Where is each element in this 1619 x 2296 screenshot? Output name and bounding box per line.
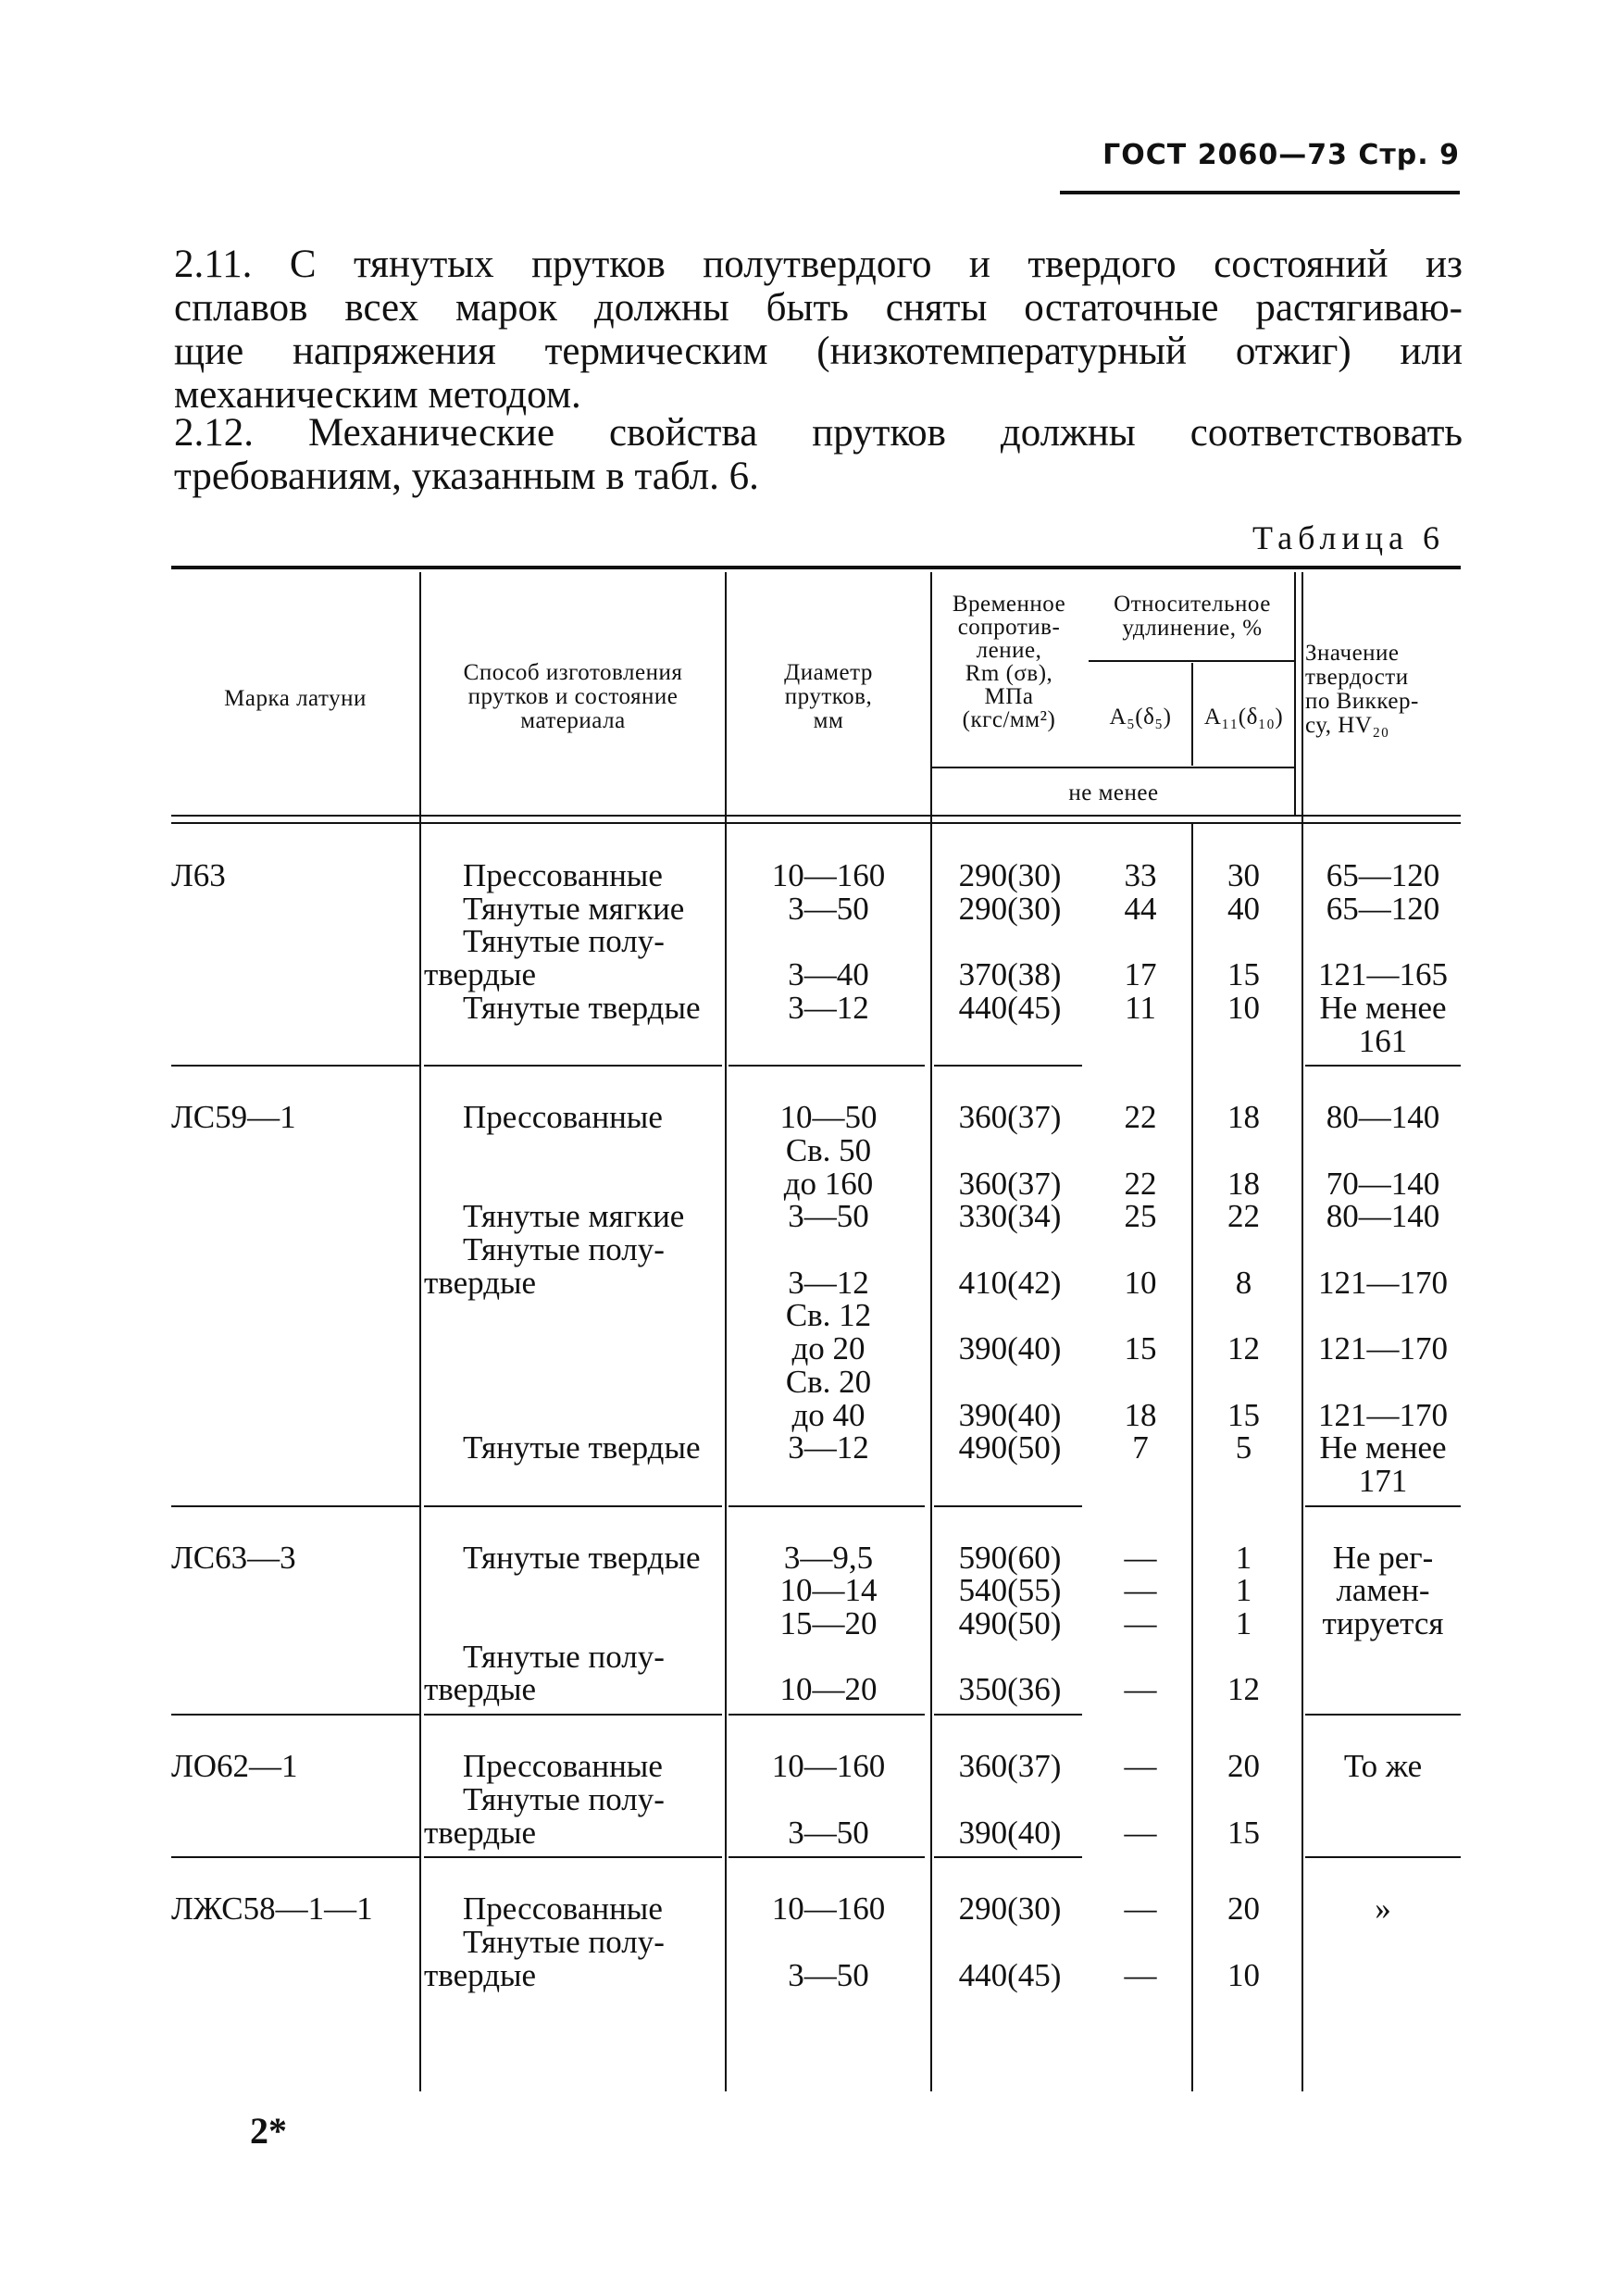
method-cell: Тянутые твердые: [463, 989, 701, 1026]
method-cell: Прессованные: [463, 857, 663, 893]
a5-cell: 44: [1124, 890, 1157, 927]
diameter-cell: 3—12: [788, 1264, 869, 1301]
a11-cell: 18: [1227, 1099, 1260, 1136]
paragraph-line: 2.12. Механические свойства прутков должны соответствовать: [174, 411, 1463, 455]
diameter-cell: 3—50: [788, 890, 869, 927]
method-cell: Прессованные: [463, 1748, 663, 1785]
a11-cell: 8: [1235, 1264, 1252, 1301]
strength-cell: 370(38): [958, 956, 1062, 993]
a11-cell: 10: [1227, 1956, 1260, 1993]
a5-cell: 25: [1124, 1198, 1157, 1235]
header-hardness: [1305, 642, 1461, 738]
diameter-cell: Св. 12: [785, 1297, 872, 1334]
hardness-cell: »: [1375, 1890, 1391, 1928]
diameter-cell: 3—40: [788, 956, 869, 993]
method-cell: Прессованные: [463, 1890, 663, 1928]
grade-cell: ЛЖС58—1—1: [171, 1890, 373, 1928]
diameter-cell: Св. 20: [785, 1363, 872, 1400]
method-cell: твердые: [424, 1814, 537, 1851]
method-cell: Тянутые мягкие: [463, 890, 685, 927]
header-min: не менее: [1068, 780, 1159, 805]
grade-cell: ЛС63—3: [171, 1539, 296, 1576]
a11-cell: 1: [1235, 1572, 1252, 1609]
paragraph-2-12: [174, 411, 1463, 498]
strength-cell: 390(40): [958, 1396, 1062, 1433]
diameter-cell: 10—160: [771, 1890, 886, 1928]
diameter-cell: 3—50: [788, 1198, 869, 1235]
method-cell: твердые: [424, 1671, 537, 1708]
method-cell: Тянутые твердые: [463, 1429, 701, 1466]
strength-cell: 290(30): [958, 857, 1062, 893]
table-caption: Таблица 6: [1252, 519, 1445, 556]
strength-cell: 440(45): [958, 989, 1062, 1026]
header-line: Rm (σв),: [965, 661, 1053, 686]
strength-cell: 390(40): [958, 1330, 1062, 1367]
a5-cell: 11: [1125, 989, 1156, 1026]
diameter-cell: до 40: [791, 1396, 866, 1433]
header-line: прутков,: [784, 684, 873, 709]
header-bottom-rule: [171, 815, 1461, 817]
header-line: су, HV₂₀: [1305, 713, 1389, 738]
a11-cell: 15: [1227, 1396, 1260, 1433]
table-top-rule: [171, 566, 1461, 569]
diameter-cell: до 160: [783, 1165, 874, 1202]
hardness-cell: Не менее: [1319, 1429, 1447, 1466]
min-rule: [931, 767, 1295, 768]
a11-cell: 1: [1235, 1605, 1252, 1641]
header-line: материала: [520, 708, 626, 733]
hardness-cell: 80—140: [1326, 1099, 1440, 1136]
method-cell: Тянутые мягкие: [463, 1198, 685, 1235]
col-rule: [1294, 572, 1296, 817]
header-line: сопротив-: [957, 615, 1061, 640]
header-diameter: [729, 661, 928, 733]
strength-cell: 390(40): [958, 1814, 1062, 1851]
diameter-cell: 10—14: [779, 1572, 878, 1609]
hardness-cell: 65—120: [1326, 890, 1440, 927]
diameter-cell: Св. 50: [785, 1131, 872, 1168]
group-rule: [934, 1714, 1082, 1716]
method-cell: твердые: [424, 1264, 537, 1301]
grade-cell: ЛО62—1: [171, 1748, 298, 1785]
hardness-cell: 121—170: [1318, 1330, 1448, 1367]
a5-cell: —: [1124, 1890, 1157, 1928]
a11-cell: 15: [1227, 1814, 1260, 1851]
a5-cell: 22: [1124, 1165, 1157, 1202]
group-rule: [424, 1856, 722, 1858]
hardness-cell: 121—170: [1318, 1396, 1448, 1433]
a5-cell: —: [1124, 1572, 1157, 1609]
diameter-cell: 10—160: [771, 1748, 886, 1785]
hardness-cell: То же: [1343, 1748, 1423, 1785]
method-cell: Тянутые твердые: [463, 1539, 701, 1576]
method-cell: Тянутые полу-: [463, 1231, 665, 1267]
group-rule: [171, 1505, 419, 1507]
footer-mark: 2*: [250, 2110, 287, 2152]
hardness-cell: 80—140: [1326, 1198, 1440, 1235]
header-strength: [934, 593, 1084, 731]
a5-cell: —: [1124, 1539, 1157, 1576]
method-cell: Прессованные: [463, 1099, 663, 1136]
a11-cell: 40: [1227, 890, 1260, 927]
a5-cell: 17: [1124, 956, 1157, 993]
a5-cell: 33: [1124, 857, 1157, 893]
strength-cell: 350(36): [958, 1671, 1062, 1708]
header-line: по Виккер-: [1305, 689, 1419, 714]
diameter-cell: до 20: [791, 1330, 866, 1367]
col-rule: [419, 572, 421, 2091]
group-rule: [934, 1065, 1082, 1067]
diameter-cell: 3—50: [788, 1814, 869, 1851]
method-cell: Тянутые полу-: [463, 923, 665, 960]
strength-cell: 290(30): [958, 1890, 1062, 1928]
header-grade: Марка латуни: [224, 686, 367, 711]
group-rule: [729, 1065, 925, 1067]
strength-cell: 440(45): [958, 1956, 1062, 1993]
diameter-cell: 10—50: [779, 1099, 878, 1136]
paragraph-line: щие напряжения термическим (низкотемпературный отжиг) или: [174, 330, 1463, 373]
group-rule: [729, 1714, 925, 1716]
method-cell: Тянутые полу-: [463, 1638, 665, 1675]
a5-cell: —: [1124, 1605, 1157, 1641]
strength-cell: 330(34): [958, 1198, 1062, 1235]
header-line: МПа: [984, 684, 1034, 709]
a11-cell: 10: [1227, 989, 1260, 1026]
grade-cell: ЛС59—1: [171, 1099, 296, 1136]
hardness-cell: 65—120: [1326, 857, 1440, 893]
group-rule: [424, 1065, 722, 1067]
header-line: Способ изготовления: [463, 660, 683, 685]
hardness-cell: 171: [1358, 1462, 1408, 1499]
header-method: [423, 661, 723, 733]
a11-cell: 15: [1227, 956, 1260, 993]
strength-cell: 540(55): [958, 1572, 1062, 1609]
diameter-cell: 3—12: [788, 989, 869, 1026]
strength-cell: 490(50): [958, 1429, 1062, 1466]
header-line: Временное: [952, 592, 1066, 617]
header-line: (кгс/мм²): [962, 707, 1056, 732]
group-rule: [729, 1505, 925, 1507]
a5-cell: —: [1124, 1671, 1157, 1708]
a5-cell: —: [1124, 1748, 1157, 1785]
method-cell: Тянутые полу-: [463, 1780, 665, 1817]
header-line: Значение: [1305, 641, 1400, 666]
diameter-cell: 10—160: [771, 857, 886, 893]
group-rule: [1305, 1065, 1461, 1067]
a11-cell: 5: [1235, 1429, 1252, 1466]
a5-cell: 7: [1132, 1429, 1149, 1466]
grade-cell: Л63: [171, 857, 226, 893]
hardness-cell: 121—170: [1318, 1264, 1448, 1301]
header-line: удлинение, %: [1122, 616, 1263, 641]
strength-cell: 360(37): [958, 1165, 1062, 1202]
col-rule: [1301, 572, 1303, 2091]
strength-cell: 360(37): [958, 1099, 1062, 1136]
page-header: [1102, 139, 1460, 171]
header-text: ГОСТ 2060—73 Стр. 9: [1102, 139, 1460, 171]
header-a5: A₅(δ₅): [1109, 705, 1172, 730]
header-bottom-rule: [171, 822, 1461, 824]
a5-cell: —: [1124, 1956, 1157, 1993]
hardness-cell: ламен-: [1336, 1572, 1430, 1609]
diameter-cell: 10—20: [779, 1671, 878, 1708]
paragraph-line: механическим методом.: [174, 373, 581, 417]
a5-cell: 15: [1124, 1330, 1157, 1367]
a5-cell: —: [1124, 1814, 1157, 1851]
a11-cell: 20: [1227, 1748, 1260, 1785]
diameter-cell: 15—20: [779, 1605, 878, 1641]
a5-cell: 22: [1124, 1099, 1157, 1136]
group-rule: [424, 1505, 722, 1507]
header-line: прутков и состояние: [467, 684, 679, 709]
a11-cell: 1: [1235, 1539, 1252, 1576]
a11-cell: 12: [1227, 1671, 1260, 1708]
elongation-rule: [1089, 660, 1295, 662]
a11-cell: 20: [1227, 1890, 1260, 1928]
strength-cell: 590(60): [958, 1539, 1062, 1576]
strength-cell: 290(30): [958, 890, 1062, 927]
method-cell: твердые: [424, 956, 537, 993]
method-cell: твердые: [424, 1956, 537, 1993]
a11-cell: 22: [1227, 1198, 1260, 1235]
paragraph-line: требованиям, указанным в табл. 6.: [174, 455, 759, 498]
header-rule: [1060, 191, 1460, 194]
group-rule: [171, 1065, 419, 1067]
method-cell: Тянутые полу-: [463, 1923, 665, 1960]
header-line: мм: [813, 708, 844, 733]
strength-cell: 360(37): [958, 1748, 1062, 1785]
hardness-cell: Не менее: [1319, 989, 1447, 1026]
a5-cell: 10: [1124, 1264, 1157, 1301]
header-a11: A₁₁(δ₁₀): [1203, 705, 1284, 730]
col-rule: [1191, 824, 1193, 2091]
a11-cell: 30: [1227, 857, 1260, 893]
col-rule: [725, 572, 727, 2091]
hardness-cell: 161: [1358, 1022, 1408, 1059]
hardness-cell: тируется: [1322, 1605, 1444, 1641]
header-line: твердости: [1305, 665, 1409, 690]
header-line: Диаметр: [784, 660, 873, 685]
strength-cell: 490(50): [958, 1605, 1062, 1641]
hardness-cell: Не рег-: [1332, 1539, 1434, 1576]
group-rule: [171, 1856, 419, 1858]
header-line: ление,: [976, 638, 1042, 663]
paragraph-line: сплавов всех марок должны быть сняты остаточные растягиваю-: [174, 286, 1463, 330]
a11-cell: 12: [1227, 1330, 1260, 1367]
diameter-cell: 3—50: [788, 1956, 869, 1993]
paragraph-line: 2.11. С тянутых прутков полутвердого и твердого состояний из: [174, 243, 1463, 286]
group-rule: [934, 1505, 1082, 1507]
group-rule: [1305, 1714, 1461, 1716]
header-line: Относительное: [1114, 592, 1271, 617]
a11-cell: 18: [1227, 1165, 1260, 1202]
diameter-cell: 3—9,5: [783, 1539, 874, 1576]
group-rule: [1305, 1856, 1461, 1858]
header-elongation: [1090, 593, 1295, 641]
col-rule: [1191, 663, 1193, 766]
group-rule: [424, 1714, 722, 1716]
group-rule: [729, 1856, 925, 1858]
group-rule: [934, 1856, 1082, 1858]
a5-cell: 18: [1124, 1396, 1157, 1433]
col-rule: [930, 572, 932, 2091]
strength-cell: 410(42): [958, 1264, 1062, 1301]
hardness-cell: 121—165: [1318, 956, 1448, 993]
group-rule: [171, 1714, 419, 1716]
diameter-cell: 3—12: [788, 1429, 869, 1466]
paragraph-2-11: [174, 243, 1463, 417]
group-rule: [1305, 1505, 1461, 1507]
hardness-cell: 70—140: [1326, 1165, 1440, 1202]
